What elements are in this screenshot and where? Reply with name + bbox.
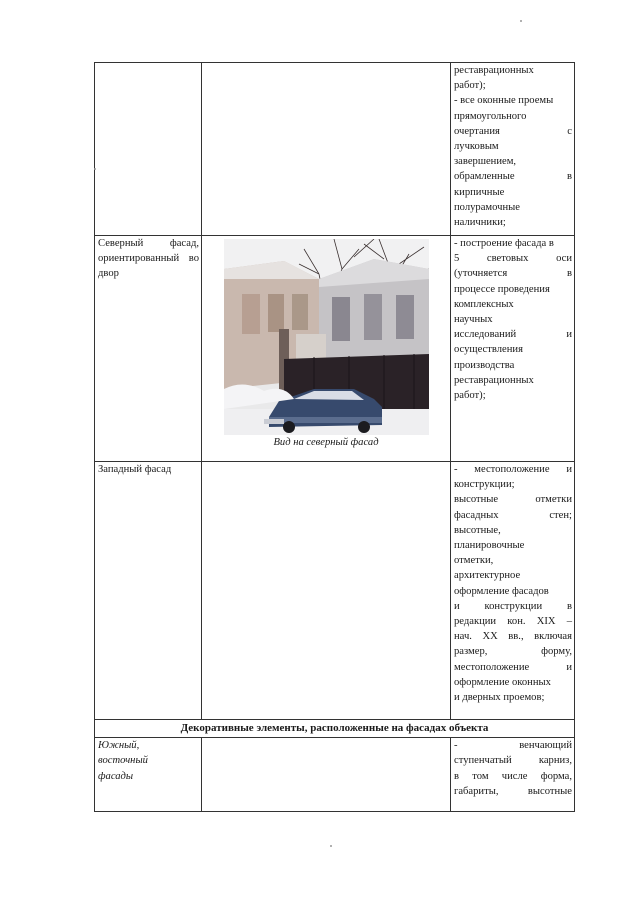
cell-text-line: восточный bbox=[98, 755, 148, 767]
cell-text-line: размер, форму, bbox=[454, 646, 572, 658]
cell-text-line: конструкции; bbox=[454, 479, 515, 491]
subject-cell bbox=[451, 738, 575, 812]
cell-text-line: реставрационных bbox=[454, 65, 534, 76]
cell-text-line: габариты, высотные bbox=[454, 785, 572, 797]
cell-text-line: оформление фасадов bbox=[454, 585, 549, 597]
section-title: Декоративные элементы, расположенные на фасадах объекта bbox=[95, 720, 575, 738]
facade-name-cell bbox=[95, 738, 202, 812]
cell-text-line: - построение фасада в bbox=[454, 238, 554, 249]
photo-caption: Вид на северный фасад bbox=[273, 437, 379, 448]
cell-text-line: редакции кон. XIX – bbox=[454, 616, 572, 628]
facade-name-cell: Северный фасад, ориентированный во двор bbox=[95, 236, 202, 462]
cell-text-line: процессе проведения bbox=[454, 283, 550, 295]
cell-text-line: наличники; bbox=[454, 217, 506, 229]
cell-text-line: завершением, bbox=[454, 156, 517, 168]
north-facade-photo bbox=[224, 239, 429, 435]
cell-text-line: ступенчатый карниз, bbox=[454, 755, 572, 767]
cell-text-line: в том числе форма, bbox=[454, 770, 572, 782]
image-cell bbox=[202, 738, 451, 812]
cell-text-line: научных bbox=[454, 314, 493, 326]
cell-text-line: обрамленные в bbox=[454, 171, 572, 183]
cell-text-line: высотные отметки bbox=[454, 494, 572, 506]
cell-text-line: - все оконные проемы bbox=[454, 95, 554, 107]
cell-text-line: работ); bbox=[454, 80, 486, 92]
cell-text-line: высотные, bbox=[454, 524, 501, 536]
cell-text-line: архитектурное bbox=[454, 570, 521, 582]
scan-speck bbox=[520, 20, 522, 22]
image-cell bbox=[202, 462, 451, 720]
image-cell bbox=[202, 63, 451, 236]
cell-text-line: - венчающий bbox=[454, 740, 572, 752]
cell-text-line: - местоположение и bbox=[454, 464, 572, 475]
cell-text-line: Южный, bbox=[98, 740, 140, 752]
cell-text-line: нач. XX вв., включая bbox=[454, 631, 572, 643]
scan-speck bbox=[330, 845, 332, 847]
table-row bbox=[95, 63, 575, 236]
scan-speck bbox=[94, 168, 96, 170]
cell-text-line: исследований и bbox=[454, 329, 572, 341]
cell-text-line: местоположение и bbox=[454, 661, 572, 673]
subject-cell bbox=[451, 63, 575, 236]
table-row bbox=[95, 236, 575, 462]
cell-text-line: планировочные bbox=[454, 540, 525, 552]
cell-text-line: прямоугольного bbox=[454, 110, 527, 122]
cell-text-line: производства bbox=[454, 359, 515, 371]
cell-text-line: лучковым bbox=[454, 141, 499, 153]
cell-text-line: и дверных проемов; bbox=[454, 692, 545, 704]
cell-text-line: (уточняется в bbox=[454, 268, 572, 280]
cell-text-line: осуществления bbox=[454, 344, 523, 356]
facade-name-cell: Западный фасад bbox=[95, 462, 202, 720]
cell-text-line: 5 световых оси bbox=[454, 253, 572, 265]
cell-text-line: комплексных bbox=[454, 298, 514, 310]
cell-text-line: отметки, bbox=[454, 555, 494, 567]
cell-text-line: полурамочные bbox=[454, 201, 520, 213]
heritage-table bbox=[94, 62, 575, 812]
table-row bbox=[95, 738, 575, 812]
cell-text-line: работ); bbox=[454, 390, 486, 402]
cell-text-line: фасадных стен; bbox=[454, 509, 572, 521]
cell-text-line: кирпичные bbox=[454, 186, 505, 198]
table-row bbox=[95, 462, 575, 720]
subject-cell bbox=[451, 462, 575, 720]
cell-text-line: очертания с bbox=[454, 125, 572, 137]
cell-text-line: фасады bbox=[98, 770, 134, 782]
cell-text-line: реставрационных bbox=[454, 374, 534, 386]
facade-name-cell bbox=[95, 63, 202, 236]
section-header-row bbox=[95, 720, 575, 738]
image-cell bbox=[202, 236, 451, 462]
subject-cell bbox=[451, 236, 575, 462]
cell-text-line: и конструкции в bbox=[454, 600, 572, 612]
cell-text-line: оформление оконных bbox=[454, 676, 551, 688]
